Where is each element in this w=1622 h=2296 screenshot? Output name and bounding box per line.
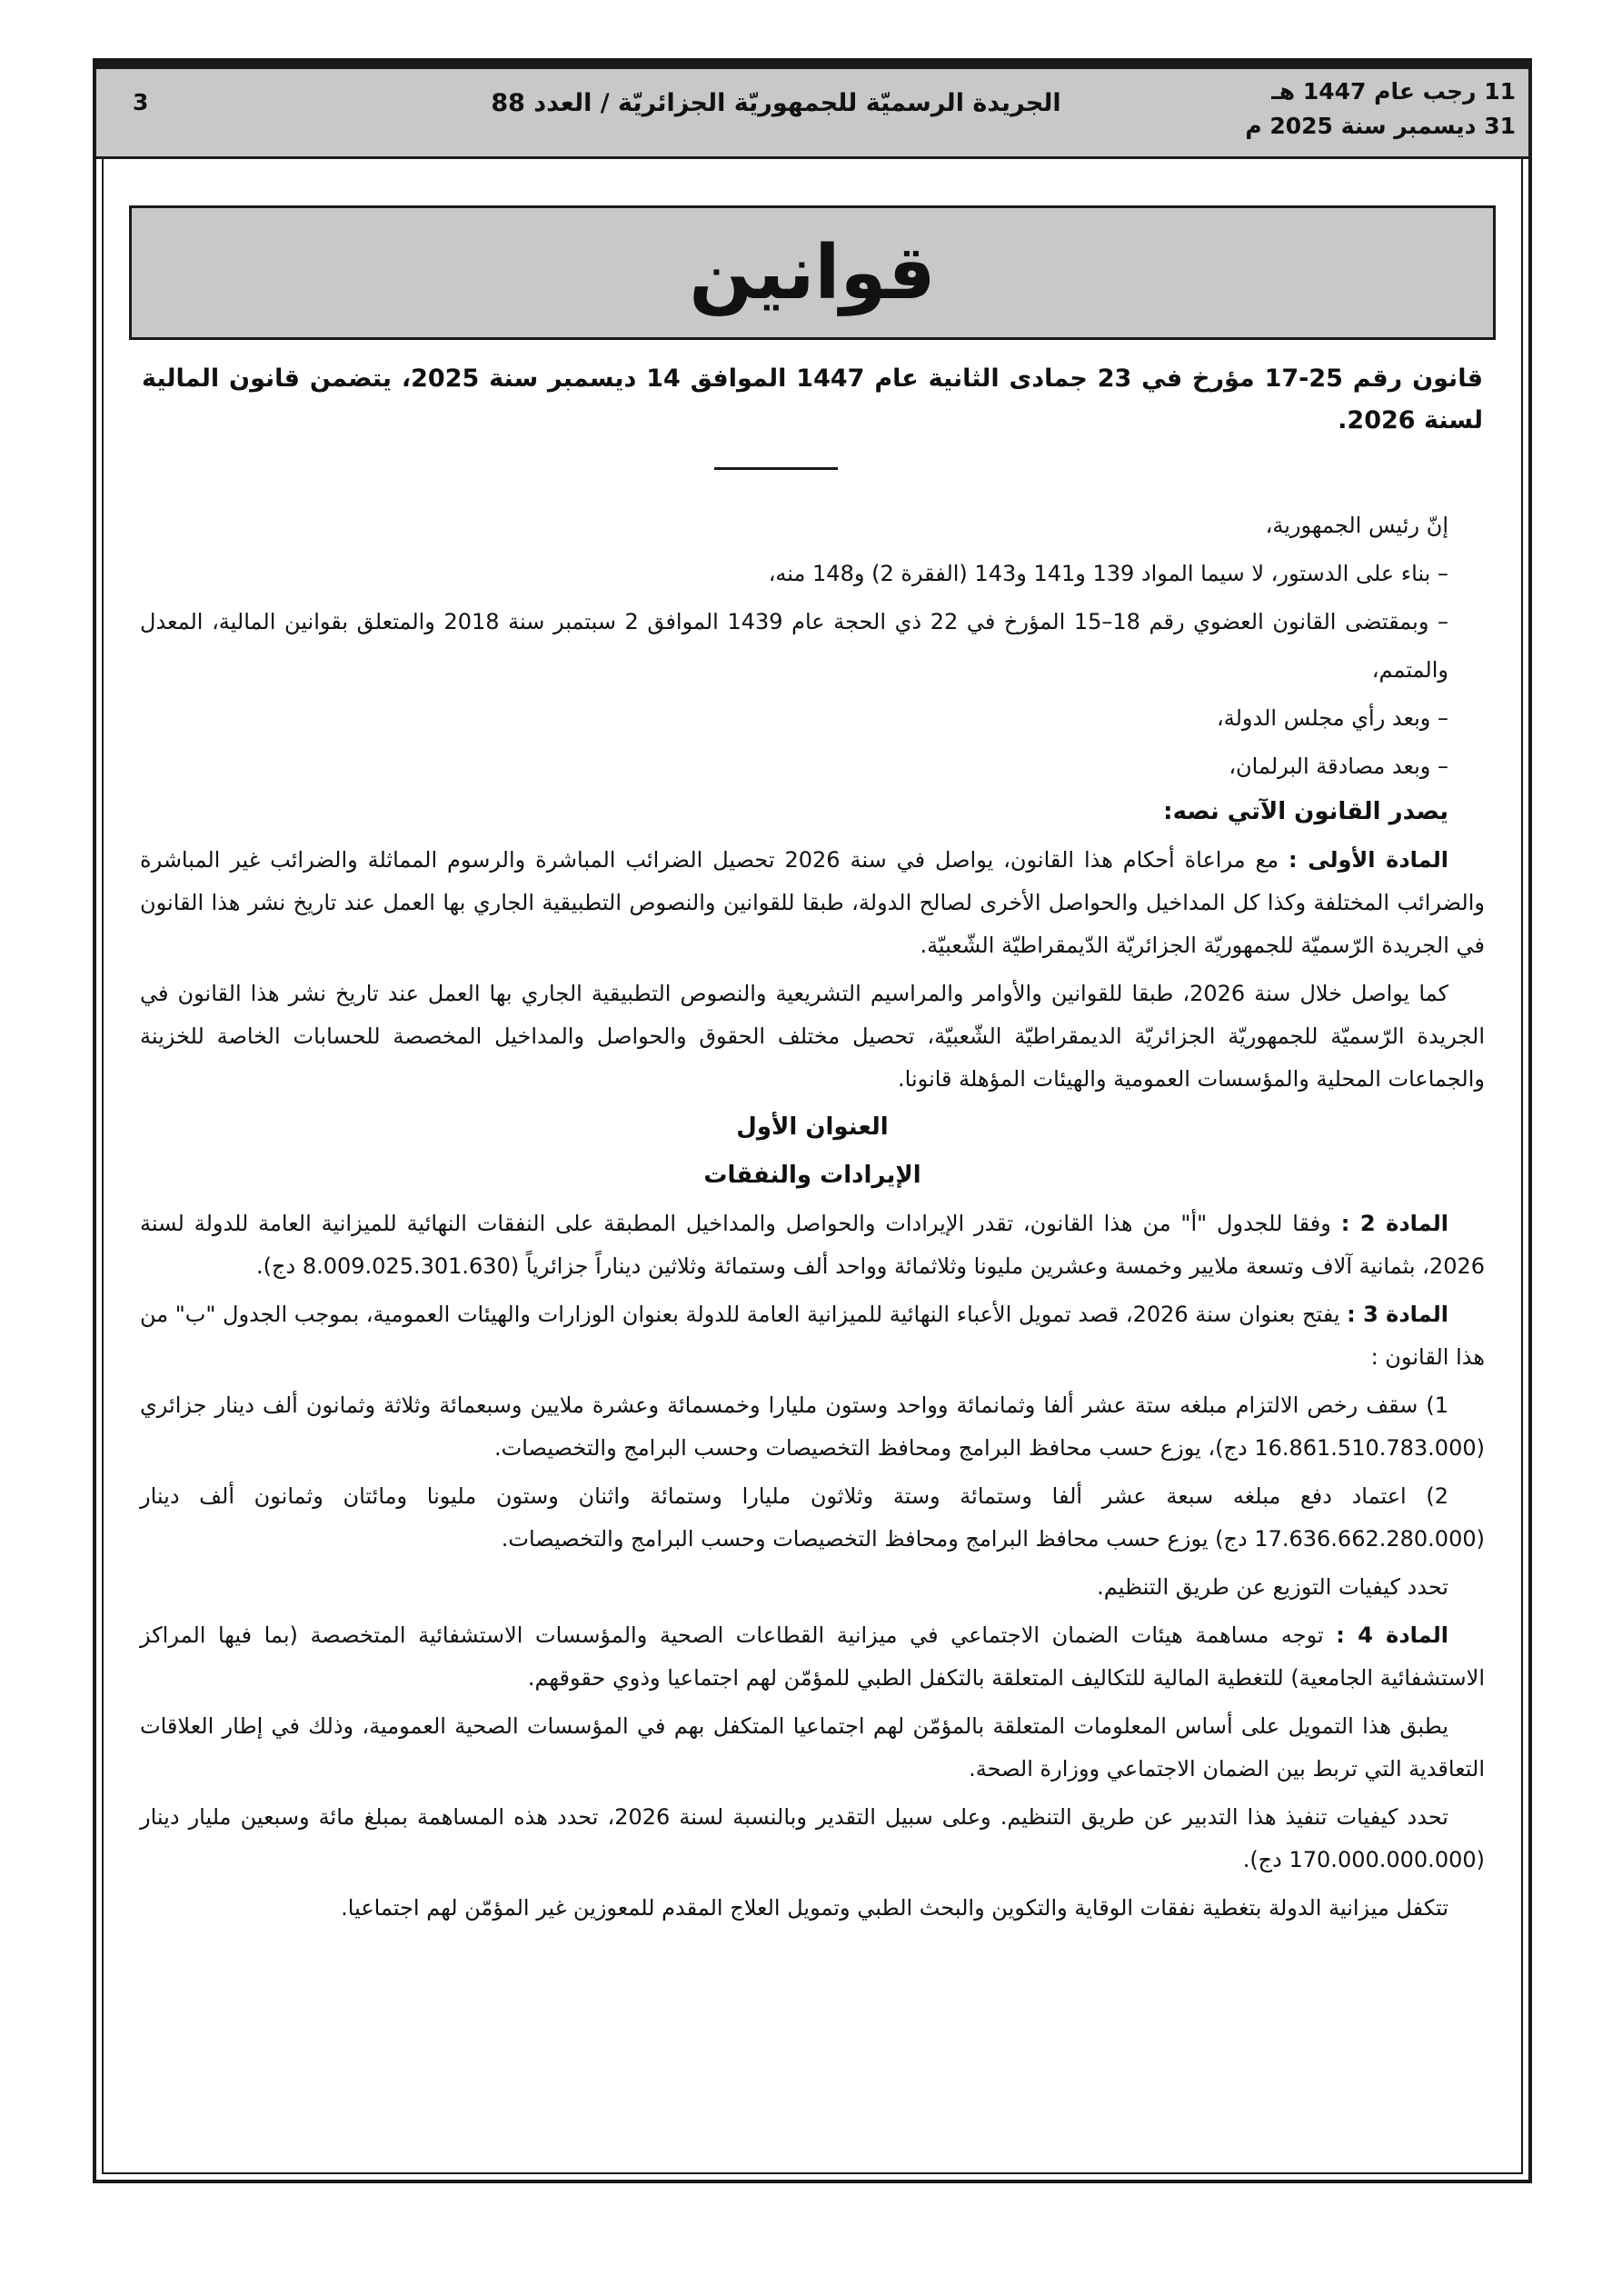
preamble-line: إنّ رئيس الجمهورية، [1265,513,1448,538]
journal-header [96,62,1528,159]
article-4-para3: تحدد كيفيات تنفيذ هذا التدبير عن طريق التنظيم. وعلى سبيل التقدير وبالنسبة لسنة 2026، تحدد هذه المساهمة بمبلغ مائة وسبعين مليار دينار (170.000.000.000 دج). [140,1804,1485,1872]
journal-title: الجريدة الرسميّة للجمهوريّة الجزائريّة / العدد 88 [491,89,1061,117]
article-3-closing: تحدد كيفيات التوزيع عن طريق التنظيم. [1097,1574,1448,1600]
section-title-box [129,205,1496,340]
article-4-para2: يطبق هذا التمويل على أساس المعلومات المتعلقة بالمؤمّن لهم اجتماعيا المتكفل بهم في المؤسسات الصحية العمومية، وذلك في إطار العلاقات التعاقدية التي تربط بين الضمان الاجتماعي ووزارة الصحة. [140,1713,1485,1782]
article-1-para2: كما يواصل خلال سنة 2026، طبقا للقوانين والأوامر والمراسيم التشريعية والنصوص التطبيقية الجاري بها العمل عند تاريخ نشر هذا القانون في الجريدة الرّسميّة للجمهوريّة الجزائريّة الديمقراطيّة الشّعبيّة، تحصيل مختلف الحقوق والحواصل والمداخيل المخصصة للحسابات الخاصة للخزينة والجماعات المحلية والمؤسسات العمومية والهيئات المؤهلة قانونا. [140,981,1485,1092]
article-3-item-1: 1) سقف رخص الالتزام مبلغه ستة عشر ألفا وثمانمائة وواحد وستون مليارا وخمسمائة وعشرة ملايين وسبعمائة وثلاثة وثمانون ألف دينار جزائري (16.861.510.783.000 دج)، يوزع حسب محافظ البرامج ومحافظ التخصيصات وحسب البرامج والتخصيصات. [140,1393,1485,1461]
article-2 [140,1203,1485,1288]
article-text: يفتح بعنوان سنة 2026، قصد تمويل الأعباء النهائية للميزانية العامة للدولة بعنوان الوزارات والهيئات العمومية، بموجب الجدول "ب" من هذا القانون : [140,1302,1485,1370]
preamble-line: – بناء على الدستور، لا سيما المواد 139 و141 و143 (الفقرة 2) و148 منه، [768,561,1448,586]
article-text: وفقا للجدول "أ" من هذا القانون، تقدر الإيرادات والحواصل والمداخيل المطبقة على النفقات النهائية للميزانية العامة للدولة لسنة 2026، بثمانية آلاف وتسعة ملايير وخمسة وعشرين مليونا وثلاثمائة وواحد ألف وستمائة وثلاثين ديناراً جزائرياً (8.009.025.301.630 دج). [140,1211,1485,1279]
article-3 [140,1293,1485,1379]
article-text: توجه مساهمة هيئات الضمان الاجتماعي في ميزانية القطاعات الصحية والمؤسسات الاستشفائية المتخصصة (بما فيها المراكز الاستشفائية الجامعية) للتغطية المالية للتكاليف المتعلقة بالتكفل الطبي للمؤمّن لهم اجتماعيا وذوي حقوقهم. [140,1622,1485,1691]
divider [714,467,838,470]
preamble [140,502,1485,791]
article-label: المادة الأولى : [1289,847,1448,873]
preamble-line: – وبعد مصادقة البرلمان، [1229,754,1448,779]
law-heading: قانون رقم 25-17 مؤرخ في 23 جمادى الثانية عام 1447 الموافق 14 ديسمبر سنة 2025، يتضمن قانون المالية لسنة 2026. [142,364,1484,434]
article-label: المادة 3 : [1347,1302,1449,1327]
gregorian-date: 31 ديسمبر سنة 2025 م [1245,113,1516,139]
section-title: قوانين [689,229,936,316]
title-heading: العنوان الأول [736,1113,889,1141]
article-label: المادة 2 : [1340,1211,1449,1236]
article-1 [140,839,1485,967]
article-3-item-2: 2) اعتماد دفع مبلغه سبعة عشر ألفا وستمائة وستة وثلاثون مليارا وستمائة واثنان وستون مليونا ومائتان وثمانون ألف دينار (17.636.662.280.000 دج) يوزع حسب محافظ البرامج ومحافظ التخصيصات وحسب البرامج والتخصيصات. [140,1483,1485,1552]
preamble-line: – وبمقتضى القانون العضوي رقم 18–15 المؤرخ في 22 ذي الحجة عام 1439 الموافق 2 سبتمبر سنة 2018 والمتعلق بقوانين المالية، المعدل والمتمم، [140,609,1449,683]
article-4-para4: تتكفل ميزانية الدولة بتغطية نفقات الوقاية والتكوين والبحث الطبي وتمويل العلاج المقدم للمعوزين غير المؤمّن لهم اجتماعيا. [341,1895,1448,1921]
hijri-date: 11 رجب عام 1447 هـ [1271,78,1516,105]
page-frame [93,58,1532,2183]
title-subheading: الإيرادات والنفقات [703,1162,921,1189]
document-body [140,502,1485,1935]
article-label: المادة 4 : [1336,1622,1449,1648]
page-number: 3 [133,89,149,115]
article-text: مع مراعاة أحكام هذا القانون، يواصل في سنة 2026 تحصيل الضرائب المباشرة والرسوم المماثلة والضرائب غير المباشرة والضرائب المختلفة وكذا كل المداخيل والحواصل الأخرى لصالح الدولة، طبقا للقوانين والنصوص التطبيقية الجاري بها العمل عند تاريخ نشر هذا القانون في الجريدة الرّسميّة للجمهوريّة الجزائريّة الدّيمقراطيّة الشّعبيّة. [140,847,1485,958]
preamble-line: – وبعد رأي مجلس الدولة، [1217,705,1448,731]
enactment-clause: يصدر القانون الآتي نصه: [1163,798,1448,825]
article-4 [140,1614,1485,1700]
